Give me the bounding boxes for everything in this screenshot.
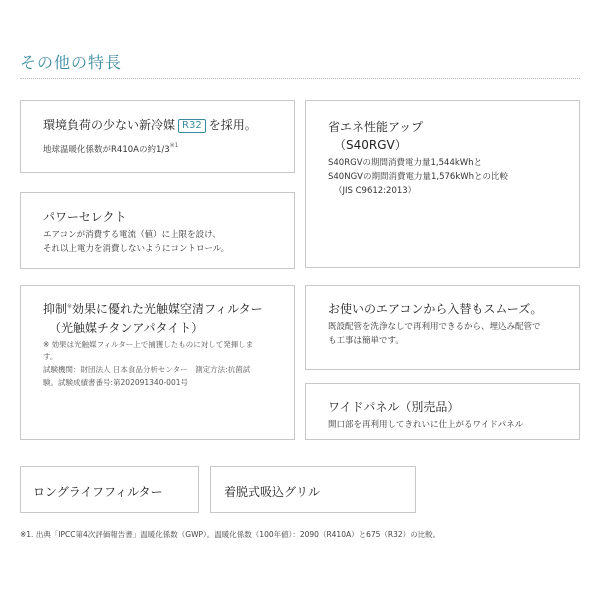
feature-card-wide-panel [305, 383, 580, 440]
gwp-text [43, 139, 179, 157]
refrigerant-title-pre: 環境負荷の少ない新冷媒 [43, 118, 176, 132]
energy-line-3: （JIS C9612:2013） [334, 186, 417, 196]
long-life-filter-title: ロングライフフィルター [33, 485, 163, 499]
refrigerant-title-post: を採用。 [208, 118, 257, 132]
energy-model: （S40RGV） [334, 138, 407, 152]
energy-title: 省エネ性能アップ [328, 120, 424, 134]
filter-subtitle: （光触媒チタンアパタイト） [49, 321, 204, 335]
replace-line-1: 既設配管を洗浄なしで再利用できるから、埋込み配管で [328, 322, 541, 332]
filter-title [43, 300, 263, 317]
filter-note-1: ※ 効果は光触媒フィルター上で捕獲したものに対して発揮しま [43, 340, 254, 349]
footnote: ※1. 出典「IPCC第4次評価報告書」温暖化係数（GWP）。温暖化係数（100年値）：2090（R410A）と675（R32）の比較。 [20, 530, 441, 539]
replace-title: お使いのエアコンから入替もスムーズ。 [328, 302, 543, 316]
filter-title-post: 効果に優れた光触媒空清フィルター [72, 302, 263, 316]
energy-line-1: S40RGVの期間消費電力量1,544kWhと [328, 158, 483, 168]
filter-title-mark: ※ [67, 303, 73, 310]
r32-badge: R32 [178, 119, 206, 133]
filter-title-pre: 抑制 [43, 302, 68, 316]
feature-card-long-life-filter [20, 466, 199, 513]
feature-card-grill [210, 466, 416, 513]
gwp-footnote-mark: ※1 [169, 142, 179, 149]
wide-panel-title: ワイドパネル（別売品） [328, 400, 460, 414]
feature-card-energy [305, 100, 580, 268]
power-select-line-2: それ以上電力を消費しないようにコントロール。 [43, 244, 230, 254]
feature-card-refrigerant [20, 100, 295, 173]
replace-line-2: も工事は簡単です。 [328, 336, 404, 346]
filter-note-4: 験。試験成績書番号:第202091340-001号 [43, 378, 188, 387]
feature-card-power-select [20, 192, 295, 269]
refrigerant-title [43, 116, 257, 133]
energy-line-2: S40NGVの期間消費電力量1,576kWhとの比較 [328, 172, 509, 182]
section-heading: その他の特長 [20, 53, 123, 72]
feature-card-filter [20, 285, 295, 440]
power-select-line-1: エアコンが消費する電流（値）に上限を設け、 [43, 230, 221, 240]
wide-panel-line-1: 開口部を再利用してきれいに仕上がるワイドパネル [328, 420, 524, 430]
power-select-title: パワーセレクト [43, 210, 127, 224]
grill-title: 着脱式吸込グリル [224, 485, 321, 499]
filter-note-3: 試験機関：財団法人 日本食品分析センター 測定方法:抗菌試 [43, 365, 251, 374]
feature-card-replace [305, 285, 580, 370]
gwp-label: 地球温暖化係数がR410Aの約1/3 [43, 145, 170, 155]
heading-divider [20, 78, 580, 79]
filter-note-2: す。 [43, 352, 58, 361]
